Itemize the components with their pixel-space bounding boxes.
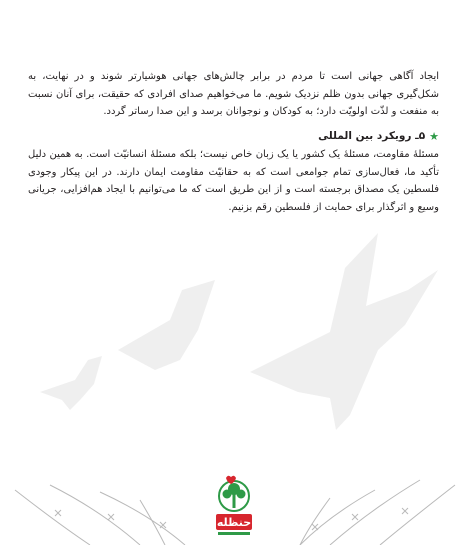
- wire-right-1: [380, 485, 455, 545]
- intro-paragraph: ایجاد آگاهی جهانی است تا مردم در برابر چالش‌های جهانی هوشیارتر شوند و در نهایت، به شکل‌گیری جهانی بدون ظلم نزدیک شویم. ما می‌خواهیم صدای افرادی که حقیقت، برای آنان نسبت به منفعت و لذّت اولویّت دارد؛ به کودکان و نوجوانان برسد و این صدا رساتر گردد.: [28, 71, 439, 117]
- international-approach-section: [28, 128, 439, 216]
- wire-right-4: [300, 498, 330, 545]
- barb: [55, 510, 61, 516]
- wire-left-2: [50, 485, 140, 545]
- barb: [160, 522, 166, 528]
- section-heading-text: ۵ـ رویکرد بین المللی: [318, 130, 426, 142]
- wire-center: [140, 500, 165, 545]
- dove-small: [40, 356, 102, 410]
- wire-left-1: [15, 490, 90, 545]
- barb: [108, 514, 114, 520]
- barb: [352, 514, 358, 520]
- star-icon: ★: [429, 130, 439, 143]
- intro-section: [28, 68, 439, 121]
- dove-medium: [118, 280, 215, 370]
- section-heading: [28, 128, 439, 145]
- dove-large: [250, 233, 438, 430]
- barb: [402, 508, 408, 514]
- logo-wordmark: حنظله: [216, 516, 252, 529]
- section-paragraph: مسئلهٔ مقاومت، مسئلهٔ یک کشور یا یک زبان خاص نیست؛ بلکه مسئلهٔ انسانیّت است. به همین دلیل تأکید ما، فعال‌سازی تمام جوامعی است که به حقانیّت مقاومت ایمان دارند. در این پیکار وجودی فلسطین یک مصداق برجسته است و از این طریق است که ما می‌توانیم با ایجاد هم‌افزایی، جریانی وسیع و اثرگذار برای حمایت از فلسطین رقم بزنیم.: [28, 149, 439, 213]
- barb: [312, 524, 318, 530]
